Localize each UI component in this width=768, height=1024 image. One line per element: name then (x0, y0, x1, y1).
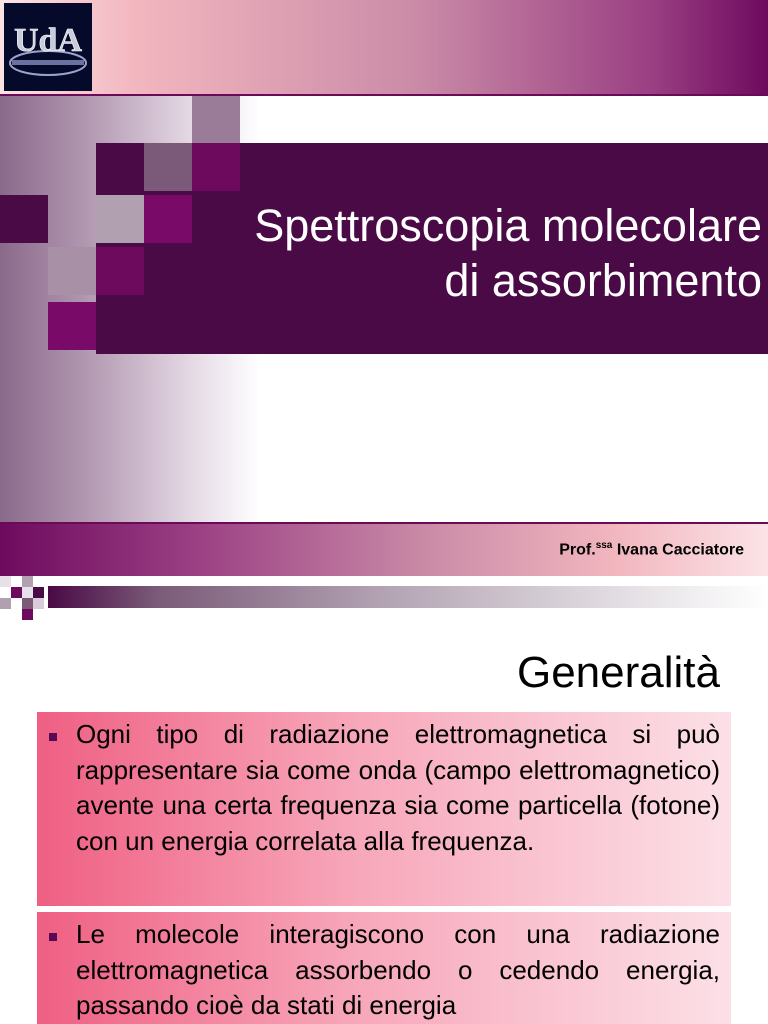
author-prefix: Prof. (559, 541, 596, 559)
top-gradient-bar (0, 0, 768, 96)
author-surname: Ivana Cacciatore (612, 541, 744, 559)
deco-square (22, 587, 33, 598)
deco-square (48, 302, 96, 350)
bullet-text-1: Ogni tipo di radiazione elettromagnetica si può rappresentare sia come onda (campo elettromagnetico) avente una certa frequenza sia come particella (fotone) con un energia correlata alla frequenza. (76, 719, 720, 856)
deco-square (48, 247, 96, 295)
author-sup: ssa (595, 540, 613, 551)
bullet-square-icon (49, 933, 57, 941)
title-line-1: Spettroscopia molecolare (254, 200, 762, 251)
content-slide (0, 576, 768, 1024)
deco-square (0, 598, 11, 609)
deco-square (22, 609, 33, 620)
title-line-2: di assorbimento (444, 255, 762, 306)
deco-square (96, 195, 144, 243)
deco-square (0, 195, 48, 243)
bullet-square-icon (49, 733, 57, 741)
deco-square (96, 247, 144, 295)
uda-logo-icon (4, 3, 92, 91)
deco-square (192, 96, 240, 144)
deco-square (33, 598, 44, 609)
deco-square (144, 143, 192, 191)
slide-title (162, 198, 762, 308)
university-logo (4, 3, 92, 91)
deco-square (11, 587, 22, 598)
author-name (559, 540, 744, 559)
bullet-text-2: Le molecole interagiscono con una radiazione elettromagnetica assorbendo o cedendo energia, passando cioè da stati di energia (76, 919, 720, 1020)
slide-heading: Generalità (516, 648, 720, 697)
deco-square (0, 576, 11, 587)
deco-square (192, 143, 240, 191)
deco-square (22, 576, 33, 587)
header-gradient-line (48, 586, 768, 608)
deco-square (33, 587, 44, 598)
deco-square (22, 598, 33, 609)
deco-square (11, 576, 22, 587)
logo-lettering: UdA (13, 22, 83, 59)
